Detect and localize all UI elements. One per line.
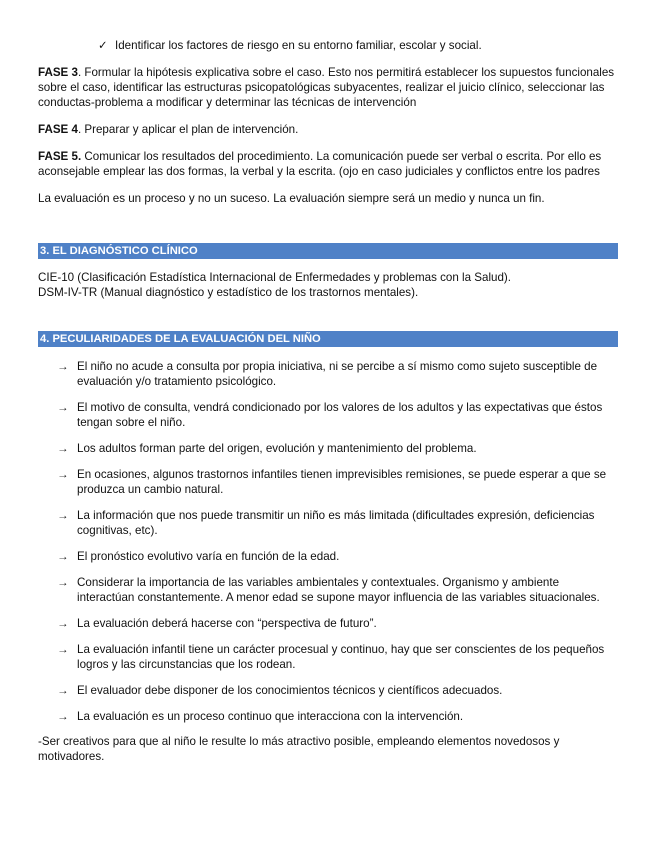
phase-3-text: . Formular la hipótesis explicativa sobre el caso. Esto nos permitirá establecer los supuestos funcionales sobre el caso, identificar las estructuras psicopatológicas subyacentes, realizar el juicio clínico, seleccionar las conductas-problema a modificar y determinar las técnicas de intervención xyxy=(38,66,615,109)
arrow-right-icon: → xyxy=(57,576,69,589)
list-item xyxy=(38,549,618,564)
checklist-item xyxy=(98,38,618,53)
list-item-text: El niño no acude a consulta por propia iniciativa, ni se percibe a sí mismo como sujeto susceptible de evaluación y/o tratamiento psicológico. xyxy=(77,360,598,388)
phase-5-paragraph xyxy=(38,149,618,179)
list-item xyxy=(38,441,618,456)
list-item xyxy=(38,467,618,497)
arrow-right-icon: → xyxy=(57,468,69,481)
list-item-text: La evaluación infantil tiene un carácter procesual y continuo, hay que ser conscientes de los pequeños logros y las circunstancias que los rodean. xyxy=(77,643,605,671)
phase-3-label: FASE 3 xyxy=(38,66,78,79)
phase-4-label: FASE 4 xyxy=(38,123,78,136)
list-item xyxy=(38,400,618,430)
arrow-right-icon: → xyxy=(57,643,69,656)
reference-dsm: DSM-IV-TR (Manual diagnóstico y estadístico de los trastornos mentales). xyxy=(38,286,419,299)
document-page xyxy=(38,38,618,764)
list-item-text: La información que nos puede transmitir un niño es más limitada (dificultades expresión, deficiencias cognitivas, etc). xyxy=(77,509,595,537)
list-item xyxy=(38,709,618,724)
checklist-item-text: Identificar los factores de riesgo en su entorno familiar, escolar y social. xyxy=(115,39,482,52)
list-item-text: La evaluación deberá hacerse con “perspectiva de futuro”. xyxy=(77,617,377,630)
reference-cie10: CIE-10 (Clasificación Estadística Internacional de Enfermedades y problemas con la Salud). xyxy=(38,271,512,284)
list-item xyxy=(38,359,618,389)
arrow-right-icon: → xyxy=(57,401,69,414)
evaluation-note: La evaluación es un proceso y no un suceso. La evaluación siempre será un medio y nunca un fin. xyxy=(38,192,545,205)
arrow-right-icon: → xyxy=(57,550,69,563)
list-item-text: El pronóstico evolutivo varía en función de la edad. xyxy=(77,550,340,563)
list-item-text: El motivo de consulta, vendrá condicionado por los valores de los adultos y las expectativas que éstos tengan sobre el niño. xyxy=(77,401,603,429)
section-3-heading: 3. EL DIAGNÓSTICO CLÍNICO xyxy=(38,243,618,259)
phase-4-text: . Preparar y aplicar el plan de intervención. xyxy=(77,123,299,136)
arrow-right-icon: → xyxy=(57,360,69,373)
phase-5-label: FASE 5. xyxy=(38,150,82,163)
phase-3-paragraph xyxy=(38,65,618,110)
closing-paragraph: -Ser creativos para que al niño le resulte lo más atractivo posible, empleando elementos novedosos y motivadores. xyxy=(38,735,560,763)
peculiarities-list xyxy=(38,359,618,724)
list-item xyxy=(38,642,618,672)
list-item-text: La evaluación es un proceso continuo que interacciona con la intervención. xyxy=(77,710,464,723)
list-item xyxy=(38,616,618,631)
arrow-right-icon: → xyxy=(57,617,69,630)
phase-4-paragraph xyxy=(38,122,618,137)
list-item xyxy=(38,683,618,698)
list-item-text: El evaluador debe disponer de los conocimientos técnicos y científicos adecuados. xyxy=(77,684,503,697)
arrow-right-icon: → xyxy=(57,509,69,522)
list-item xyxy=(38,508,618,538)
arrow-right-icon: → xyxy=(57,442,69,455)
arrow-right-icon: → xyxy=(57,684,69,697)
phase-5-text: Comunicar los resultados del procedimiento. La comunicación puede ser verbal o escrita. Por ello es aconsejable emplear las dos formas, la verbal y la escrita. (ojo en caso judiciales y conflictos entre los padres xyxy=(38,150,602,178)
arrow-right-icon: → xyxy=(57,710,69,723)
section-4-heading: 4. PECULIARIDADES DE LA EVALUACIÓN DEL NIÑO xyxy=(38,331,618,347)
list-item-text: Considerar la importancia de las variables ambientales y contextuales. Organismo y ambiente interactúan constantemente. A menor edad se supone mayor influencia de las variables situacionales. xyxy=(77,576,600,604)
list-item xyxy=(38,575,618,605)
list-item-text: Los adultos forman parte del origen, evolución y mantenimiento del problema. xyxy=(77,442,477,455)
list-item-text: En ocasiones, algunos trastornos infantiles tienen imprevisibles remisiones, se puede esperar a que se produzca un cambio natural. xyxy=(77,468,607,496)
checkmark-icon: ✓ xyxy=(98,39,108,52)
diagnostic-references xyxy=(38,270,618,300)
